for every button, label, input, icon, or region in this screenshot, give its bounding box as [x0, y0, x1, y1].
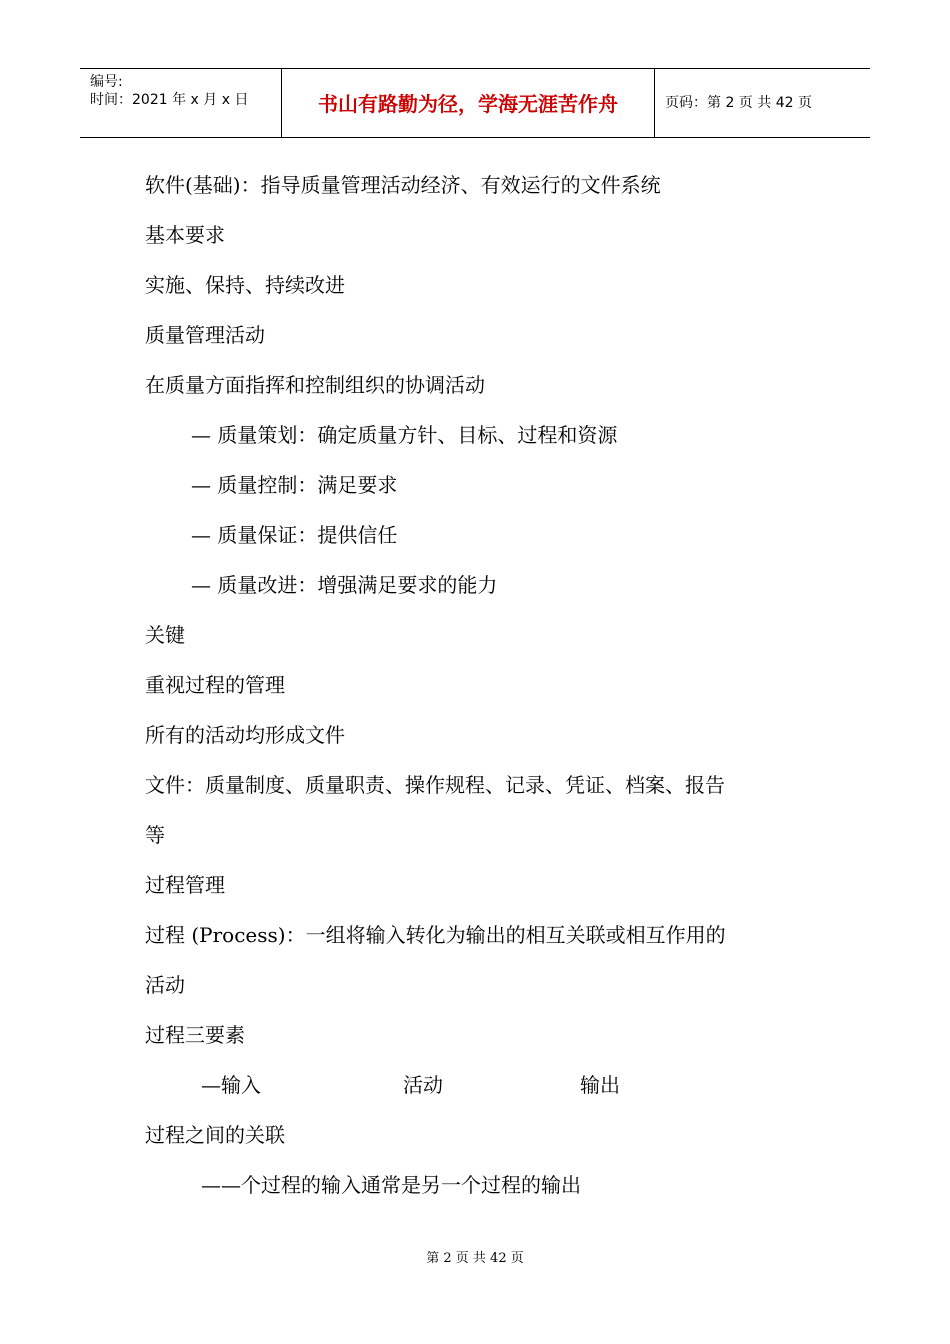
header-motto: 书山有路勤为径，学海无涯苦作舟: [318, 92, 618, 116]
body-line: 过程管理: [145, 873, 225, 897]
header-page-cell: [655, 69, 870, 137]
body-line: 过程 (Process)：一组将输入转化为输出的相互关联或相互作用的: [145, 923, 726, 947]
process-elements-row: [145, 1060, 825, 1110]
body-line: 基本要求: [145, 223, 225, 247]
number-label: 编号:: [90, 74, 123, 90]
body-line: 等: [145, 823, 165, 847]
body-line: 活动: [145, 973, 185, 997]
document-body: [145, 160, 825, 1210]
document-header: [80, 68, 870, 138]
page-footer: 第 2 页 共 42 页: [426, 1251, 524, 1266]
body-line: 实施、保持、持续改进: [145, 273, 345, 297]
element-input: —输入: [201, 1073, 261, 1097]
body-line: 所有的活动均形成文件: [145, 723, 345, 747]
body-line: 过程之间的关联: [145, 1123, 285, 1147]
body-line: 软件(基础)：指导质量管理活动经济、有效运行的文件系统: [145, 173, 661, 197]
body-line: 文件：质量制度、质量职责、操作规程、记录、凭证、档案、报告: [145, 773, 725, 797]
body-line: 过程三要素: [145, 1023, 245, 1047]
element-activity: 活动: [403, 1073, 443, 1097]
header-page-info: 页码：第 2 页 共 42 页: [665, 95, 812, 111]
bullet-line: — 质量控制：满足要求: [191, 473, 398, 497]
body-line: 在质量方面指挥和控制组织的协调活动: [145, 373, 485, 397]
body-line: 关键: [145, 623, 185, 647]
body-line: 质量管理活动: [145, 323, 265, 347]
time-label: 时间：2021 年 x 月 x 日: [90, 92, 249, 108]
bullet-line: — 质量策划：确定质量方针、目标、过程和资源: [191, 423, 618, 447]
element-output: 输出: [580, 1073, 620, 1097]
body-line: ——个过程的输入通常是另一个过程的输出: [201, 1173, 581, 1197]
header-motto-cell: [282, 69, 655, 137]
body-line: 重视过程的管理: [145, 673, 285, 697]
header-meta-cell: [80, 69, 282, 137]
bullet-line: — 质量改进：增强满足要求的能力: [191, 573, 498, 597]
bullet-line: — 质量保证：提供信任: [191, 523, 398, 547]
